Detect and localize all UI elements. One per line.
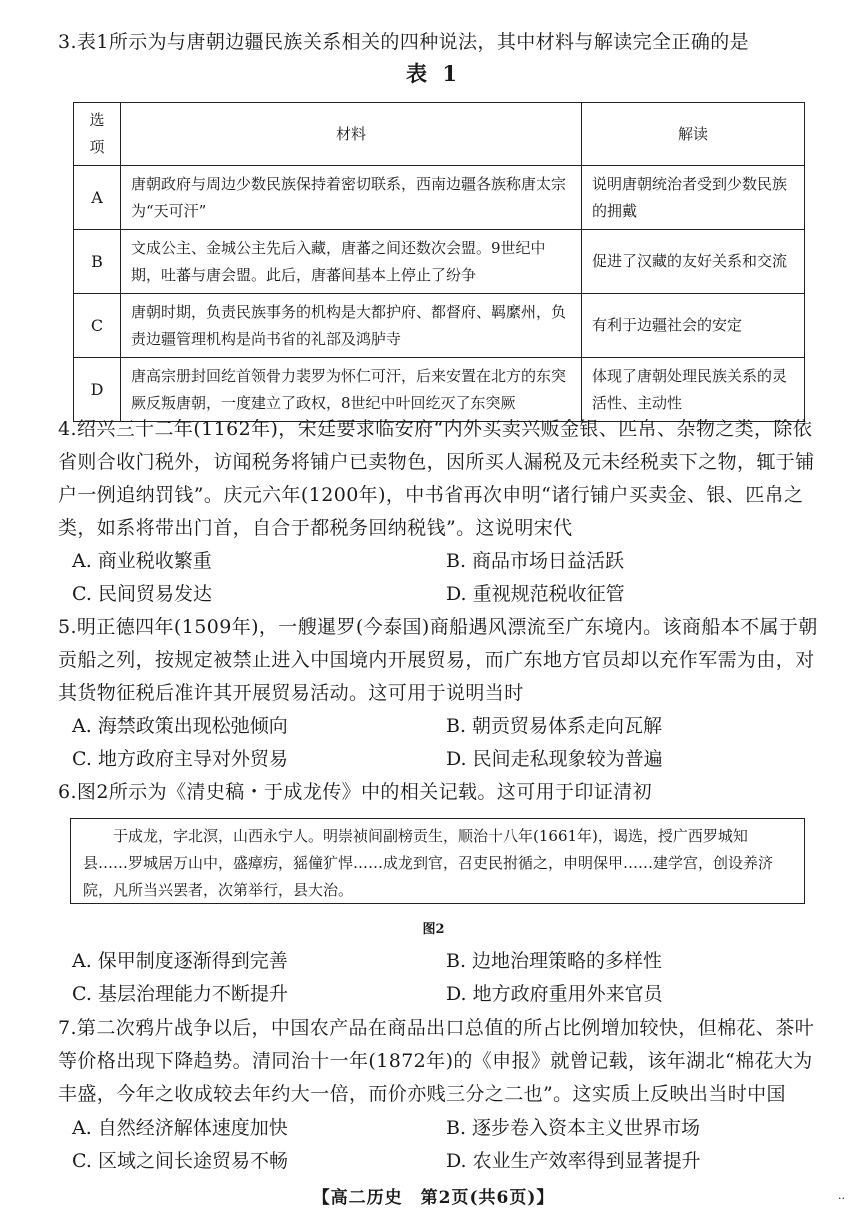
option-c[interactable]: C. 地方政府主导对外贸易 xyxy=(72,748,288,770)
row-material: 唐朝时期，负责民族事务的机构是大都护府、都督府、羁縻州，负责边疆管理机构是尚书省的礼部及鸿胪寺 xyxy=(121,294,582,358)
option-a[interactable]: A. 海禁政策出现松弛倾向 xyxy=(72,715,288,737)
option-a[interactable]: A. 商业税收繁重 xyxy=(72,550,212,572)
option-a[interactable]: A. 保甲制度逐渐得到完善 xyxy=(72,950,288,972)
table-row xyxy=(74,294,805,358)
page-footer: 【高二历史 第2页(共6页)】 xyxy=(312,1188,555,1208)
row-material: 文成公主、金城公主先后入藏，唐蕃之间还数次会盟。9世纪中期，吐蕃与唐会盟。此后，唐蕃间基本上停止了纷争 xyxy=(121,230,582,294)
header-option: 选项 xyxy=(74,103,121,166)
row-reading: 有利于边疆社会的安定 xyxy=(582,294,805,358)
table-row xyxy=(74,166,805,230)
option-b[interactable]: B. 逐步卷入资本主义世界市场 xyxy=(446,1117,701,1139)
option-c[interactable]: C. 区域之间长途贸易不畅 xyxy=(72,1150,288,1172)
row-option: C xyxy=(74,294,121,358)
question-7-stem: 7.第二次鸦片战争以后，中国农产品在商品出口总值的所占比例增加较快，但棉花、茶叶等价格出现下降趋势。清同治十一年(1872年)的《申报》就曾记载，该年湖北“棉花大为丰盛，今年之收成较去年约大一倍，而价亦贱三分之二也”。这实质上反映出当时中国 xyxy=(58,1017,815,1105)
figure-2-caption: 图2 xyxy=(422,922,445,937)
row-reading: 说明唐朝统治者受到少数民族的拥戴 xyxy=(582,166,805,230)
corner-mark: ·· xyxy=(838,1192,845,1205)
row-material: 唐高宗册封回纥首领骨力裴罗为怀仁可汗，后来安置在北方的东突厥反叛唐朝，一度建立了政权，8世纪中叶回纥灭了东突厥 xyxy=(121,358,582,422)
row-material: 唐朝政府与周边少数民族保持着密切联系，西南边疆各族称唐太宗为“天可汗” xyxy=(121,166,582,230)
option-c[interactable]: C. 基层治理能力不断提升 xyxy=(72,983,288,1005)
option-d[interactable]: D. 地方政府重用外来官员 xyxy=(446,983,663,1005)
option-b[interactable]: B. 商品市场日益活跃 xyxy=(446,550,625,572)
question-5-stem: 5.明正德四年(1509年)，一艘暹罗(今泰国)商船遇风漂流至广东境内。该商船本不属于朝贡船之列，按规定被禁止进入中国境内开展贸易，而广东地方官员却以充作军需为由，对其货物征税后准许其开展贸易活动。这可用于说明当时 xyxy=(58,616,818,704)
option-a[interactable]: A. 自然经济解体速度加快 xyxy=(72,1117,288,1139)
table-1 xyxy=(73,102,805,422)
row-option: D xyxy=(74,358,121,422)
option-d[interactable]: D. 民间走私现象较为普遍 xyxy=(446,748,663,770)
option-d[interactable]: D. 重视规范税收征管 xyxy=(446,583,625,605)
question-4-stem: 4.绍兴三十二年(1162年)，宋廷要求临安府“内外买卖兴贩金银、匹帛、杂物之类，除依省则合收门税外，访闻税务将铺户已卖物色，因所买人漏税及元未经税卖下之物，辄于铺户一例追纳罚钱”。庆元六年(1200年)，中书省再次申明“诸行铺户买卖金、银、匹帛之类，如系将带出门首，自合于都税务回纳税钱”。这说明宋代 xyxy=(58,418,815,539)
question-3-stem: 3.表1所示为与唐朝边疆民族关系相关的四种说法，其中材料与解读完全正确的是 xyxy=(58,31,750,53)
table-row xyxy=(74,358,805,422)
option-b[interactable]: B. 朝贡贸易体系走向瓦解 xyxy=(446,715,663,737)
option-c[interactable]: C. 民间贸易发达 xyxy=(72,583,212,605)
row-option: B xyxy=(74,230,121,294)
table-row xyxy=(74,230,805,294)
row-reading: 体现了唐朝处理民族关系的灵活性、主动性 xyxy=(582,358,805,422)
row-reading: 促进了汉藏的友好关系和交流 xyxy=(582,230,805,294)
header-material: 材料 xyxy=(121,103,582,166)
table-1-title: 表 1 xyxy=(406,61,461,86)
option-d[interactable]: D. 农业生产效率得到显著提升 xyxy=(446,1150,701,1172)
row-option: A xyxy=(74,166,121,230)
header-reading: 解读 xyxy=(582,103,805,166)
table-header-row xyxy=(74,103,805,166)
option-b[interactable]: B. 边地治理策略的多样性 xyxy=(446,950,663,972)
question-6-stem: 6.图2所示为《清史稿・于成龙传》中的相关记载。这可用于印证清初 xyxy=(58,781,653,803)
figure-2-quote: 于成龙，字北溟，山西永宁人。明崇祯间副榜贡生，顺治十八年(1661年)，谒选，授广西罗城知县……罗城居万山中，盛瘴疠，猺僮犷悍……成龙到官，召吏民拊循之，申明保甲……建学宫，创设养济院，凡所当兴罢者，次第举行，县大治。 xyxy=(70,818,805,904)
